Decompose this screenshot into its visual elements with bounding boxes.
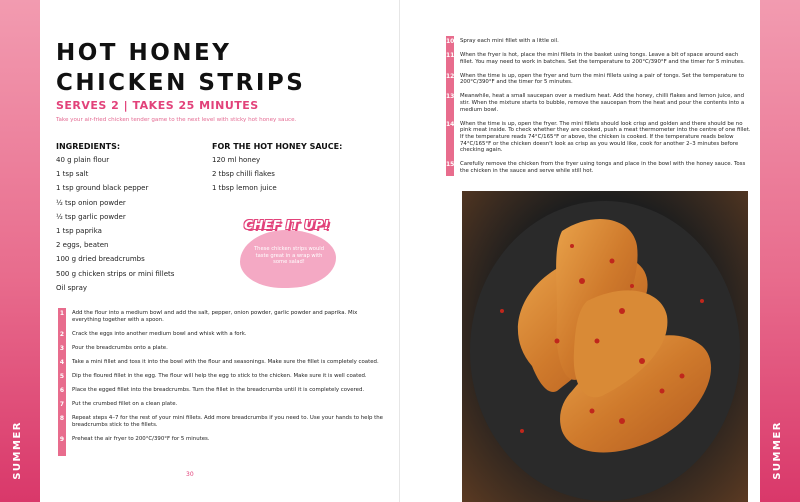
left-page (40, 0, 397, 502)
ingredients-heading: INGREDIENTS: (56, 142, 121, 151)
step-text: Take a mini fillet and toss it into the bowl with the flour and seasonings. Make sure the fillet is completely coated. (72, 358, 379, 365)
sauce-ingredient-item: 120 ml honey (212, 156, 261, 164)
step-number: 11 (446, 52, 455, 60)
ingredient-item: 1 tsp paprika (56, 226, 102, 235)
step-text: Meanwhile, heat a small saucepan over a medium heat. Add the honey, chilli flakes and lemon juice, and stir. When the mixture starts to bubble, remove the saucepan from the heat and pour the contents into a medium bowl. (460, 93, 745, 113)
chef-tip-text: These chicken strips would taste great in a wrap with some salad! (254, 246, 324, 266)
chef-tip-title: CHEF IT UP! (244, 218, 330, 232)
step-number: 13 (446, 93, 455, 101)
section-label-right: SUMMER (772, 421, 783, 480)
chicken-photo (462, 191, 748, 502)
ingredient-item: ½ tsp garlic powder (56, 212, 126, 221)
step-text: When the time is up, open the fryer. The mini fillets should look crisp and golden and there should be no pink meat inside. To check whether they are cooked, push a meat thermometer into the centre of one fillet. If the temperature reads 74°C/165°F or above, the chicken is cooked. If the temperature reads below 74°C/165°F or the chicken doesn't look as crisp as you would like, cook for another 2–3 minutes before checking again. (460, 120, 751, 154)
ingredient-item: ½ tsp onion powder (56, 198, 126, 207)
method-step (446, 161, 751, 174)
ingredient-item: 100 g dried breadcrumbs (56, 255, 145, 264)
method-step (58, 331, 383, 338)
serves-info: SERVES 2 | TAKES 25 MINUTES (56, 99, 259, 112)
sauce-heading: FOR THE HOT HONEY SAUCE: (212, 142, 343, 151)
step-number: 2 (59, 330, 65, 338)
method-step (58, 387, 383, 394)
recipe-intro: Take your air-fried chicken tender game to the next level with sticky hot honey sauce. (56, 117, 297, 123)
step-number: 9 (59, 435, 65, 443)
method-step (58, 345, 383, 352)
step-number: 7 (59, 401, 65, 409)
page-gutter (399, 0, 400, 502)
left-page-edge (0, 0, 40, 502)
method-step (58, 436, 383, 443)
step-text: Crack the eggs into another medium bowl and whisk with a fork. (72, 330, 247, 337)
ingredient-item: Oil spray (56, 283, 88, 292)
method-step (446, 38, 751, 45)
step-number: 1 (59, 310, 65, 317)
step-text: Carefully remove the chicken from the fryer using tongs and place in the bowl with the honey sauce. Toss the chicken in the sauce and serve while still hot. (460, 161, 746, 174)
method-step (446, 73, 751, 86)
recipe-title-line1: HOT HONEY (56, 40, 232, 66)
section-label-left: SUMMER (12, 421, 23, 480)
ingredient-item: 1 tsp ground black pepper (56, 184, 149, 193)
ingredient-item: 1 tsp salt (56, 170, 89, 179)
ingredient-item: 500 g chicken strips or mini fillets (56, 269, 175, 278)
right-page-edge (760, 0, 800, 502)
step-number: 10 (446, 38, 455, 45)
step-number: 4 (59, 358, 65, 366)
fried-chicken-image (462, 191, 748, 502)
sauce-ingredient-item: 2 tbsp chilli flakes (212, 170, 275, 179)
method-step (446, 93, 751, 113)
step-text: Repeat steps 4–7 for the rest of your mini fillets. Add more breadcrumbs if you need to. Use your hands to help the breadcrumbs stick to the fillets. (72, 415, 383, 428)
ingredient-item: 2 eggs, beaten (56, 241, 109, 250)
method-step (446, 121, 751, 154)
recipe-title (56, 38, 305, 98)
ingredient-item: 40 g plain flour (56, 156, 110, 164)
page-number: 30 (186, 471, 194, 478)
step-text: When the fryer is hot, place the mini fillets in the basket using tongs. Leave a bit of space around each fillet. You may need to work in batches. Set the temperature to 200°C/390°F and the timer for 5 minutes. (460, 52, 745, 65)
sauce-ingredient-item: 1 tbsp lemon juice (212, 184, 277, 193)
step-text: Pour the breadcrumbs onto a plate. (72, 344, 168, 351)
step-number: 6 (59, 387, 65, 395)
step-text: Add the flour into a medium bowl and add the salt, pepper, onion powder, garlic powder and paprika. Mix everything together with a spoon. (72, 310, 358, 323)
method-step (58, 415, 383, 428)
step-number: 12 (446, 72, 455, 80)
step-text: When the time is up, open the fryer and turn the mini fillets using a pair of tongs. Set the temperature to 200°C/390°F and the timer for 5 minutes. (460, 72, 745, 86)
step-text: Spray each mini fillet with a little oil. (460, 38, 559, 44)
step-text: Dip the floured fillet in the egg. The flour will help the egg to stick to the chicken. Make sure it is well coated. (72, 372, 367, 379)
step-text: Place the egged fillet into the breadcrumbs. Turn the fillet in the breadcrumbs until it is completely covered. (72, 387, 365, 394)
recipe-title-line2: CHICKEN STRIPS (56, 70, 306, 96)
chef-tip (240, 218, 336, 290)
sauce-list (212, 153, 277, 196)
ingredients-list (56, 153, 174, 295)
method-step (58, 401, 383, 408)
step-number: 14 (446, 120, 455, 128)
right-page (403, 0, 760, 502)
method-steps-right (446, 38, 751, 182)
method-step (58, 373, 383, 380)
step-number: 15 (446, 161, 455, 169)
step-text: Put the crumbed fillet on a clean plate. (72, 401, 178, 408)
step-text: Preheat the air fryer to 200°C/390°F for 5 minutes. (72, 435, 210, 442)
method-step (58, 359, 383, 366)
step-number: 5 (59, 372, 65, 380)
step-number: 3 (59, 344, 65, 352)
step-number: 8 (59, 415, 65, 423)
method-step (58, 310, 383, 323)
method-step (446, 52, 751, 65)
method-steps-left (58, 310, 383, 450)
